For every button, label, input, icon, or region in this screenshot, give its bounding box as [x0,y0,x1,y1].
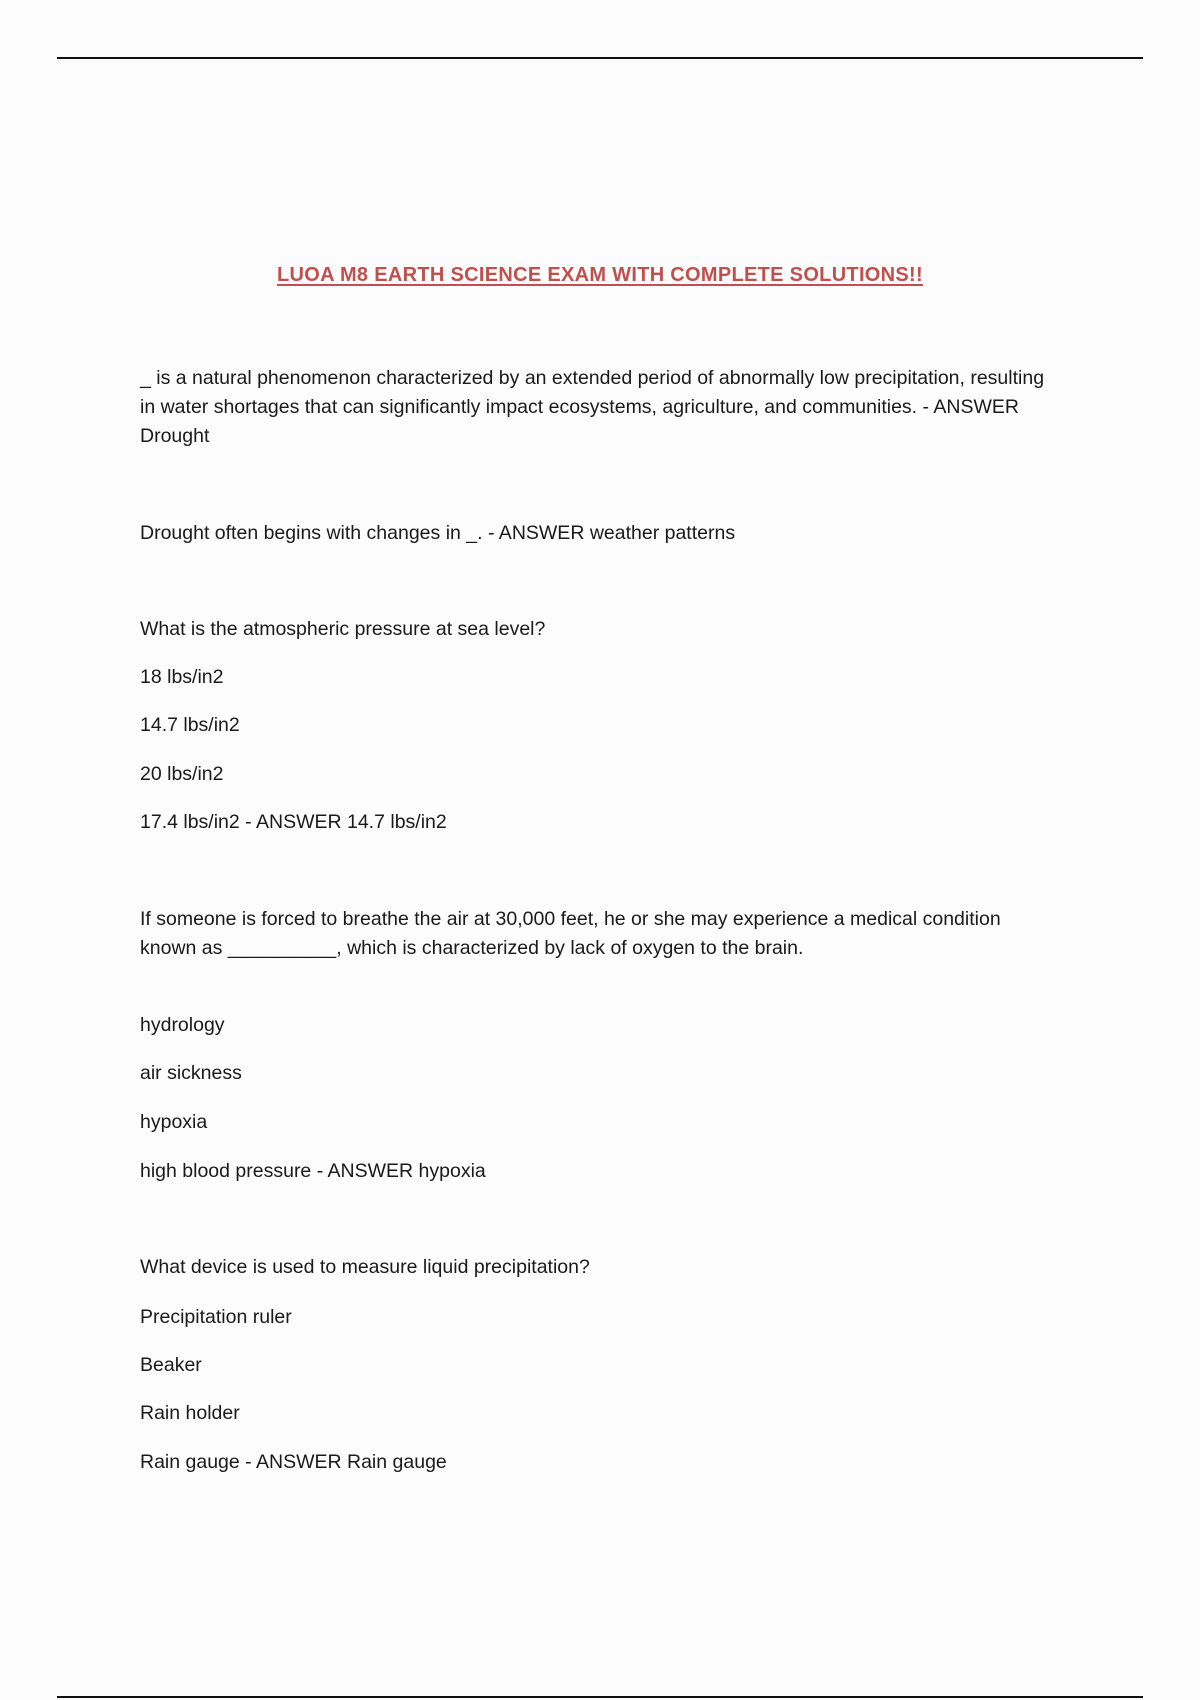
question-5-option-1: Precipitation ruler [140,1306,292,1328]
question-4-option-1: hydrology [140,1014,225,1036]
header-rule [57,57,1143,59]
question-5-option-2: Beaker [140,1354,202,1376]
footer-rule [57,1696,1143,1698]
question-4-option-3: hypoxia [140,1111,208,1133]
question-5-option-4: Rain gauge - ANSWER Rain gauge [140,1451,447,1473]
question-4-option-2: air sickness [140,1062,242,1084]
question-1: _ is a natural phenomenon characterized by an extended period of abnormally low precipitation, resulting in water shortages that can significantly impact ecosystems, agriculture, and communities. - ANSWER Drought [140,367,1045,447]
document-title: LUOA M8 EARTH SCIENCE EXAM WITH COMPLETE SOLUTIONS!! [277,264,923,286]
question-2: Drought often begins with changes in _. - ANSWER weather patterns [140,522,736,544]
question-3-option-4: 17.4 lbs/in2 - ANSWER 14.7 lbs/in2 [140,811,447,833]
question-4-option-4: high blood pressure - ANSWER hypoxia [140,1160,486,1182]
question-5: What device is used to measure liquid precipitation? [140,1256,590,1278]
question-5-option-3: Rain holder [140,1402,240,1424]
question-3-option-2: 14.7 lbs/in2 [140,714,240,736]
question-3-option-3: 20 lbs/in2 [140,763,224,785]
question-4: If someone is forced to breathe the air at 30,000 feet, he or she may experience a medical condition known as __________, which is characterized by lack of oxygen to the brain. [140,908,1001,959]
question-3-option-1: 18 lbs/in2 [140,666,224,688]
question-3: What is the atmospheric pressure at sea level? [140,618,546,640]
